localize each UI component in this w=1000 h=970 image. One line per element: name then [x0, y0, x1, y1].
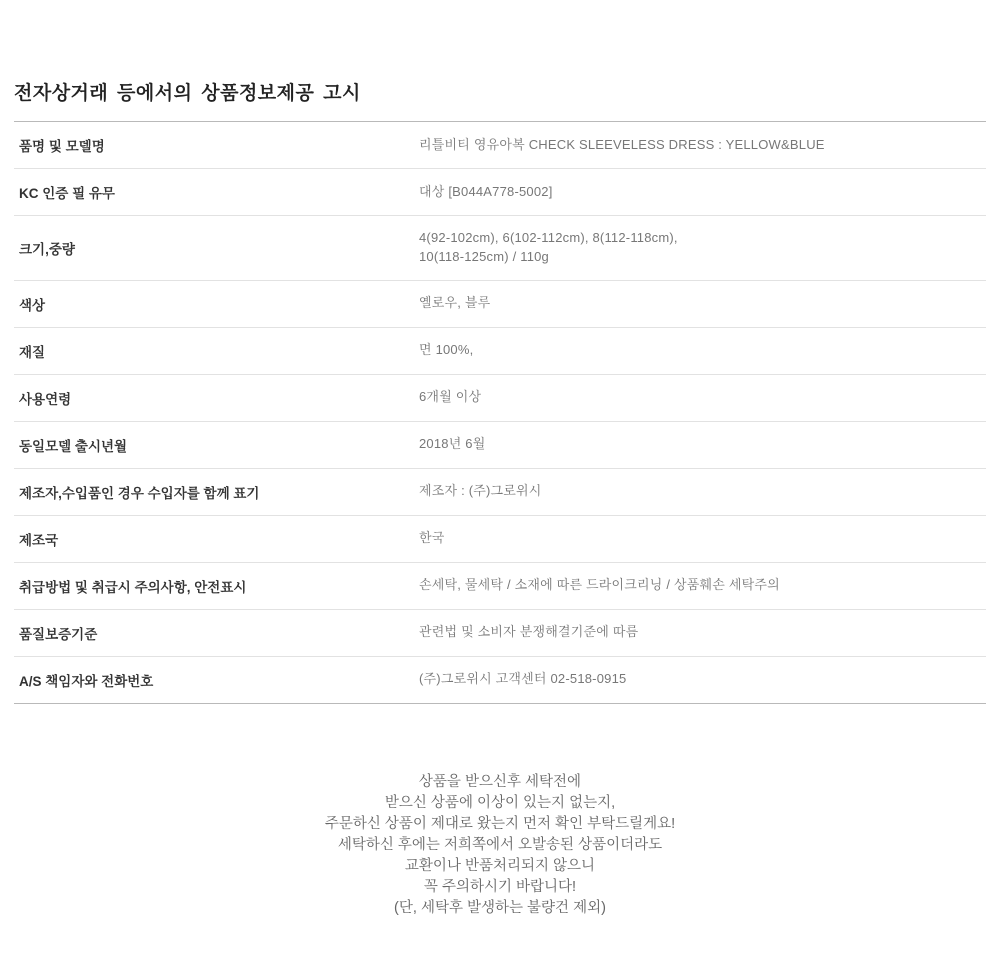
table-row	[14, 421, 986, 468]
table-row	[14, 374, 986, 421]
table-body	[14, 122, 986, 704]
table-row-value: 대상 [B044A778-5002]	[419, 183, 553, 199]
table-row-label: 사용연령	[19, 391, 72, 407]
notice-line: 주문하신 상품이 제대로 왔는지 먼저 확인 부탁드릴게요!	[324, 816, 676, 832]
table-row-value: 면 100%,	[419, 342, 474, 358]
table-row-value: 6개월 이상	[419, 389, 482, 405]
table-row-label: KC 인증 필 유무	[19, 186, 115, 201]
product-info-table	[14, 121, 986, 704]
table-row-label: 취급방법 및 취급시 주의사항, 안전표시	[19, 579, 247, 595]
table-row-value: 리틀비티 영유아복 CHECK SLEEVELESS DRESS : YELLOW&BLUE	[419, 136, 825, 152]
table-row-label: A/S 책임자와 전화번호	[19, 673, 154, 689]
table-row-label: 재질	[19, 344, 46, 360]
table-row-value: 제조자 : (주)그로위시	[419, 483, 542, 499]
table-row-label: 제조자,수입품인 경우 수입자를 함께 표기	[19, 485, 260, 501]
table-row-value: 옐로우, 블루	[419, 295, 491, 311]
table-row-label: 크기,중량	[19, 241, 75, 257]
table-row-label: 품명 및 모델명	[19, 139, 105, 154]
table-row-label: 제조국	[19, 532, 59, 548]
table-row-value: (주)그로위시 고객센터 02-518-0915	[419, 671, 627, 687]
table-row	[14, 468, 986, 515]
table-row-label: 동일모델 출시년월	[19, 438, 128, 454]
page-title: 전자상거래 등에서의 상품정보제공 고시	[14, 83, 361, 104]
table-row	[14, 562, 986, 609]
notice-line: 상품을 받으신후 세탁전에	[418, 774, 582, 790]
notice-line: 꼭 주의하시기 바랍니다!	[423, 879, 577, 895]
table-row-label: 색상	[19, 297, 46, 313]
table-row-value: 2018년 6월	[419, 436, 486, 452]
notice-line: 세탁하신 후에는 저희쪽에서 오발송된 상품이더라도	[337, 837, 663, 853]
table-row	[14, 609, 986, 656]
table-row	[14, 515, 986, 562]
table-row	[14, 216, 986, 281]
table-row	[14, 327, 986, 374]
table-row	[14, 122, 986, 169]
table-row	[14, 280, 986, 327]
table-row-value: 4(92-102cm), 6(102-112cm), 8(112-118cm), 10(118-125cm) / 110g	[419, 230, 678, 264]
notice-line: 받으신 상품에 이상이 있는지 없는지,	[384, 795, 616, 811]
table-row-value: 관련법 및 소비자 분쟁해결기준에 따름	[419, 624, 639, 640]
table-row	[14, 169, 986, 216]
notice-line: (단, 세탁후 발생하는 불량건 제외)	[394, 900, 606, 916]
table-row	[14, 656, 986, 703]
table-row-value: 한국	[419, 530, 445, 546]
wash-notice	[0, 772, 1000, 919]
notice-line: 교환이나 반품처리되지 않으니	[404, 858, 596, 874]
table-row-label: 품질보증기준	[19, 626, 98, 642]
table-row-value: 손세탁, 물세탁 / 소재에 따른 드라이크리닝 / 상품훼손 세탁주의	[419, 577, 780, 593]
